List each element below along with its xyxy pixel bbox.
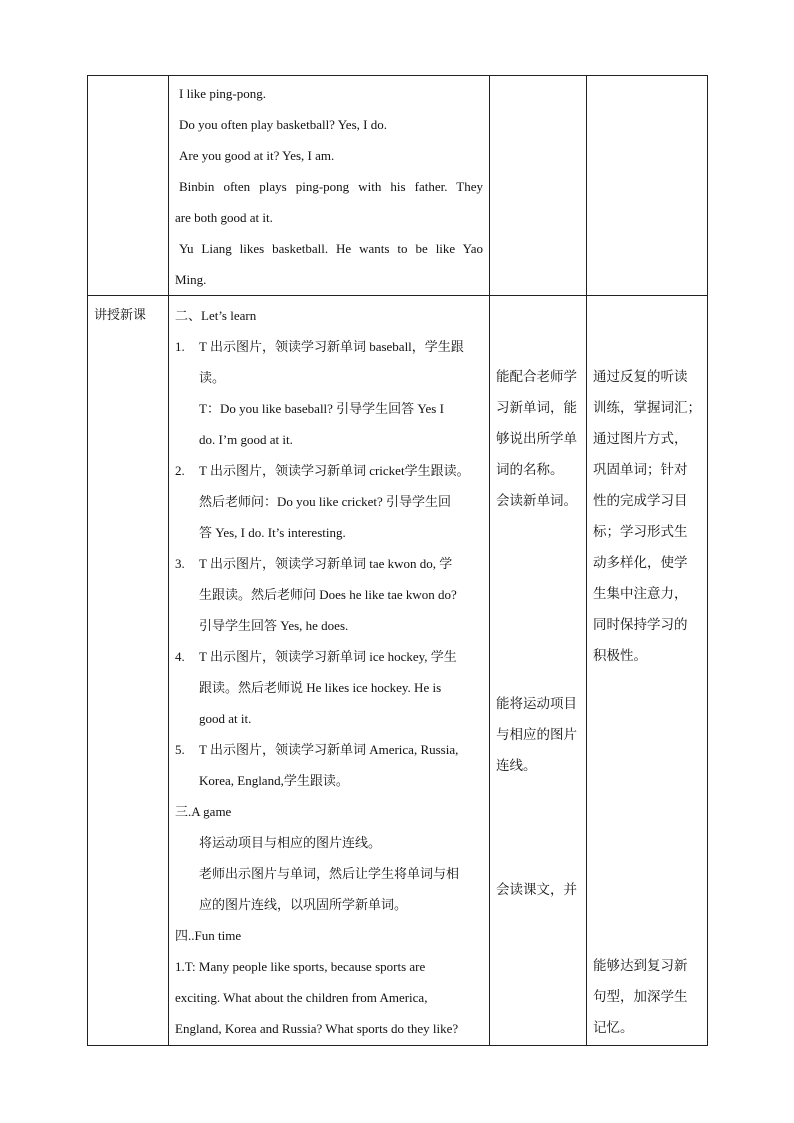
student-line: 连线。 [496, 758, 537, 774]
student-activity-cell [490, 296, 587, 1046]
item-line: 读。 [199, 370, 226, 385]
student-activity-block [490, 296, 586, 517]
review-line: are both good at it. [175, 210, 273, 225]
intent-line: 标；学习形式生 [593, 524, 688, 540]
game-line: 应的图片连线，以巩固所学新单词。 [199, 897, 408, 912]
review-line: Do you often play basketball? Yes, I do. [179, 117, 387, 132]
intent-line: 训练，掌握词汇； [593, 400, 701, 416]
content-cell-new-lesson [169, 296, 490, 1046]
item-number: 2. [175, 463, 185, 478]
review-line: Binbin often plays ping-pong with his father. They [179, 179, 483, 194]
student-line: 与相应的图片 [496, 727, 577, 743]
item-line: 答 Yes, I do. It’s interesting. [199, 525, 346, 540]
item-line: 然后老师问：Do you like cricket? 引导学生回 [199, 494, 452, 509]
review-line: Are you good at it? Yes, I am. [179, 148, 335, 163]
section-label: 讲授新课 [94, 308, 147, 323]
game-line: 老师出示图片与单词，然后让学生将单词与相 [199, 866, 460, 881]
student-line: 能将运动项目 [496, 696, 577, 712]
review-line: Yu Liang likes basketball. He wants to be like Yao [179, 241, 483, 256]
intent-line: 积极性。 [593, 648, 647, 664]
intent-line: 能够达到复习新 [593, 958, 688, 974]
intent-line: 句型，加深学生 [593, 989, 688, 1005]
content-cell-review [169, 76, 490, 296]
student-line: 会读课文，并 [496, 882, 577, 898]
fun-line: 1.T: Many people like sports, because sports are [175, 959, 426, 974]
student-line: 词的名称。 [496, 462, 564, 478]
item-line: Korea, England,学生跟读。 [199, 773, 349, 788]
table-row [88, 296, 708, 1046]
game-line: 将运动项目与相应的图片连线。 [199, 835, 382, 850]
item-text: T 出示图片，领读学习新单词 cricket学生跟读。 [199, 463, 470, 478]
intent-line: 通过反复的听读 [593, 369, 688, 385]
design-intent-block [587, 672, 707, 1044]
section-cell [88, 296, 169, 1046]
design-intent-cell-empty [587, 76, 708, 296]
list-item [169, 548, 489, 579]
item-text: T 出示图片，领读学习新单词 baseball，学生跟 [199, 339, 464, 354]
intent-line: 性的完成学习目 [593, 493, 688, 509]
intent-line: 生集中注意力， [593, 586, 688, 602]
student-activity-block [490, 782, 586, 906]
review-line: Ming. [175, 272, 207, 287]
intent-line: 记忆。 [593, 1020, 634, 1036]
list-item [169, 641, 489, 672]
student-line: 够说出所学单 [496, 431, 577, 447]
intent-line: 动多样化，使学 [593, 555, 688, 571]
item-line: 引导学生回答 Yes, he does. [199, 618, 349, 633]
item-line: good at it. [199, 711, 252, 726]
item-number: 3. [175, 556, 185, 571]
heading-a-game: 三.A game [175, 804, 232, 819]
lesson-plan-table [87, 75, 708, 1046]
student-activity-cell-empty [490, 76, 587, 296]
section-cell-empty [88, 76, 169, 296]
item-line: T：Do you like baseball? 引导学生回答 Yes I [199, 401, 444, 416]
student-activity-block [490, 517, 586, 782]
intent-line: 同时保持学习的 [593, 617, 688, 633]
item-line: 生跟读。然后老师问 Does he like tae kwon do? [199, 587, 457, 602]
item-line: 跟读。然后老师说 He likes ice hockey. He is [199, 680, 442, 695]
item-text: T 出示图片，领读学习新单词 America, Russia, [199, 742, 459, 757]
student-line: 能配合老师学 [496, 369, 577, 385]
list-item [169, 331, 489, 362]
table-row [88, 76, 708, 296]
review-line: I like ping-pong. [179, 86, 267, 101]
intent-line: 巩固单词；针对 [593, 462, 688, 478]
intent-line: 通过图片方式， [593, 431, 688, 447]
fun-line: exciting. What about the children from America, [175, 990, 428, 1005]
list-item [169, 734, 489, 765]
item-number: 4. [175, 649, 185, 664]
student-line: 会读新单词。 [496, 493, 577, 509]
student-line: 习新单词，能 [496, 400, 577, 416]
item-text: T 出示图片，领读学习新单词 ice hockey, 学生 [199, 649, 457, 664]
design-intent-cell [587, 296, 708, 1046]
item-number: 5. [175, 742, 185, 757]
item-number: 1. [175, 339, 185, 354]
list-item [169, 455, 489, 486]
fun-line: England, Korea and Russia? What sports do they like? [175, 1021, 459, 1036]
item-text: T 出示图片，领读学习新单词 tae kwon do, 学 [199, 556, 453, 571]
design-intent-block [587, 296, 707, 672]
heading-fun-time: 四..Fun time [175, 928, 242, 943]
item-line: do. I’m good at it. [199, 432, 293, 447]
heading-lets-learn: 二、Let’s learn [175, 308, 257, 323]
